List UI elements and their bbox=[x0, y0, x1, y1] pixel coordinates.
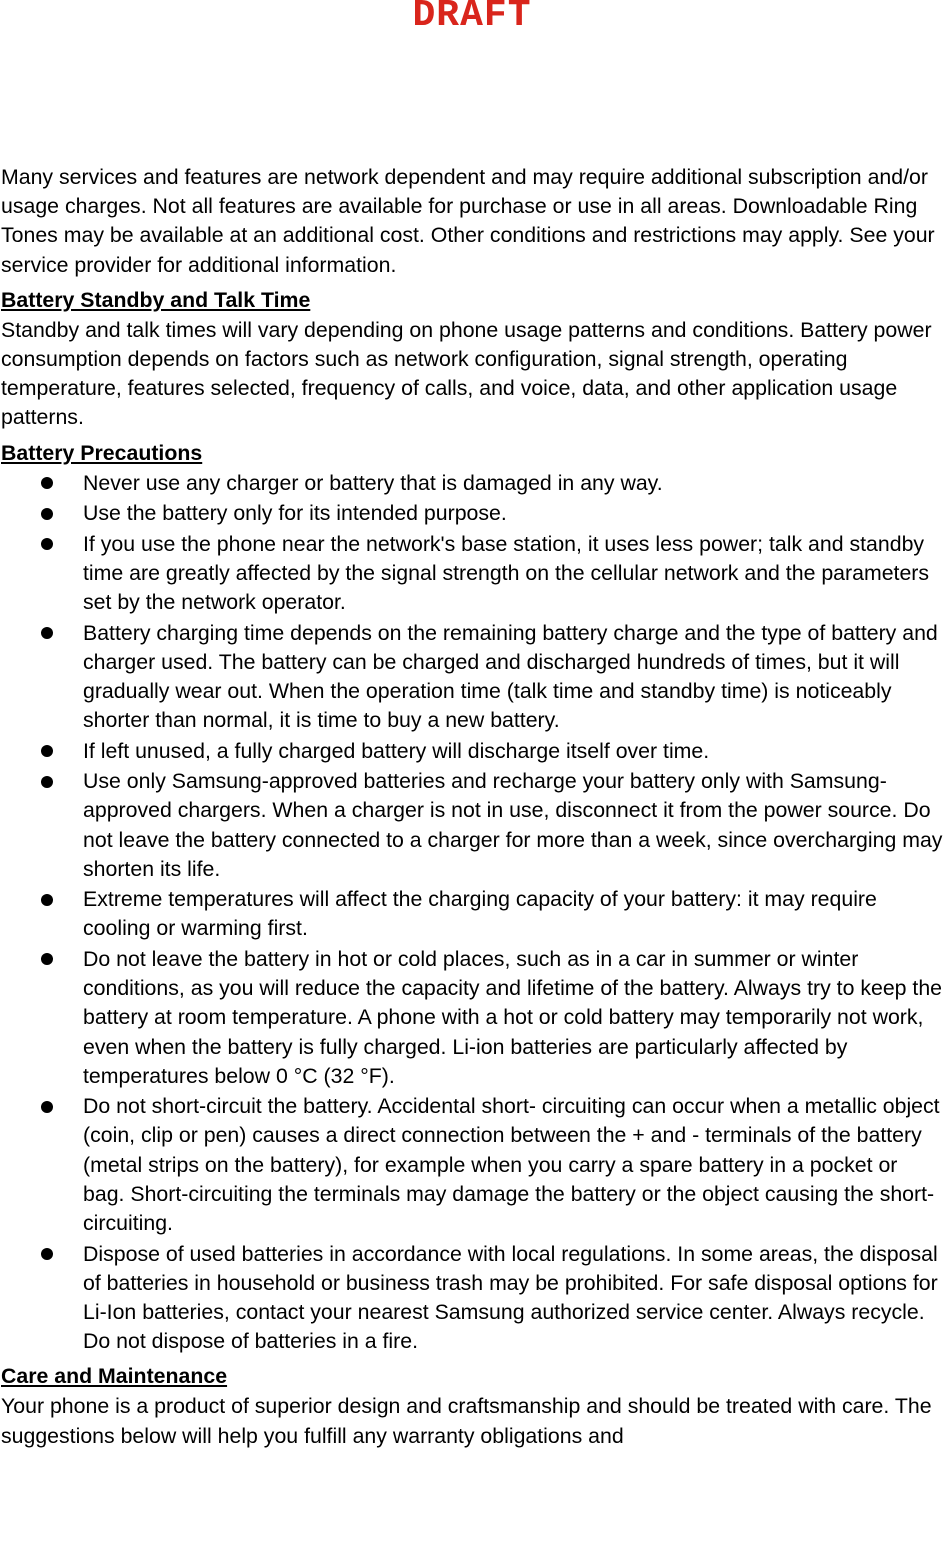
list-item bbox=[1, 737, 943, 766]
list-item-text: Use the battery only for its intended purpose. bbox=[83, 501, 507, 526]
bullet-icon bbox=[41, 776, 53, 788]
list-item bbox=[1, 499, 943, 528]
standby-paragraph: Standby and talk times will vary depending on phone usage patterns and conditions. Battery power consumption depends on factors such as network configuration, signal strength, operating temperature, features selected, frequency of calls, and voice, data, and other application usage patterns. bbox=[1, 317, 932, 430]
intro-paragraph: Many services and features are network dependent and may require additional subscription and/or usage charges. Not all features are available for purchase or use in all areas. Downloadable Ring Tones may be available at an additional cost. Other conditions and restrictions may apply. See your service provider for additional information. bbox=[1, 165, 935, 277]
bullet-icon bbox=[41, 477, 53, 489]
draft-watermark: DRAFT bbox=[412, 0, 532, 37]
bullet-icon bbox=[41, 627, 53, 639]
document-body bbox=[1, 163, 943, 1451]
list-item-text: Extreme temperatures will affect the charging capacity of your battery: it may require cooling or warming first. bbox=[83, 887, 877, 941]
list-item bbox=[1, 530, 943, 618]
list-item-text: If you use the phone near the network's base station, it uses less power; talk and standby time are greatly affected by the signal strength on the cellular network and the parameters set by the network operator. bbox=[83, 531, 930, 615]
list-item bbox=[1, 767, 943, 884]
precautions-heading: Battery Precautions bbox=[1, 440, 203, 465]
bullet-icon bbox=[41, 508, 53, 520]
list-item bbox=[1, 1240, 943, 1357]
bullet-icon bbox=[41, 538, 53, 550]
list-item-text: Use only Samsung-approved batteries and recharge your battery only with Samsung-approved chargers. When a charger is not in use, disconnect it from the power source. Do not leave the battery connected to a charger for more than a week, since overcharging may shorten its life. bbox=[83, 769, 943, 881]
list-item-text: Never use any charger or battery that is damaged in any way. bbox=[83, 470, 663, 495]
care-paragraph: Your phone is a product of superior design and craftsmanship and should be treated with care. The suggestions below will help you fulfill any warranty obligations and bbox=[1, 1394, 932, 1448]
bullet-icon bbox=[41, 894, 53, 906]
list-item-text: If left unused, a fully charged battery will discharge itself over time. bbox=[83, 738, 710, 763]
precautions-list bbox=[1, 469, 943, 1357]
list-item bbox=[1, 885, 943, 943]
list-item-text: Dispose of used batteries in accordance with local regulations. In some areas, the disposal of batteries in household or business trash may be prohibited. For safe disposal options for Li-Ion batteries, contact your nearest Samsung authorized service center. Always recycle. Do not dispose of batteries in a fire. bbox=[83, 1241, 938, 1354]
bullet-icon bbox=[41, 1248, 53, 1260]
list-item bbox=[1, 945, 943, 1091]
bullet-icon bbox=[41, 953, 53, 965]
bullet-icon bbox=[41, 745, 53, 757]
list-item bbox=[1, 619, 943, 736]
list-item-text: Do not leave the battery in hot or cold places, such as in a car in summer or winter conditions, as you will reduce the capacity and lifetime of the battery. Always try to keep the battery at room temperature. A phone with a hot or cold battery may temporarily not work, even when the battery is fully charged. Li-ion batteries are particularly affected by temperatures below 0 °C (32 °F). bbox=[83, 946, 943, 1088]
list-item bbox=[1, 469, 943, 498]
care-heading: Care and Maintenance bbox=[1, 1364, 228, 1389]
list-item-text: Battery charging time depends on the remaining battery charge and the type of battery and charger used. The battery can be charged and discharged hundreds of times, but it will gradually wear out. When the operation time (talk time and standby time) is noticeably shorter than normal, it is time to buy a new battery. bbox=[83, 620, 938, 733]
standby-heading: Battery Standby and Talk Time bbox=[1, 287, 311, 312]
list-item-text: Do not short-circuit the battery. Accidental short- circuiting can occur when a metallic object (coin, clip or pen) causes a direct connection between the + and - terminals of the battery (metal strips on the battery), for example when you carry a spare battery in a pocket or bag. Short-circuiting the terminals may damage the battery or the object causing the short-circuiting. bbox=[83, 1094, 940, 1236]
bullet-icon bbox=[41, 1101, 53, 1113]
list-item bbox=[1, 1092, 943, 1238]
